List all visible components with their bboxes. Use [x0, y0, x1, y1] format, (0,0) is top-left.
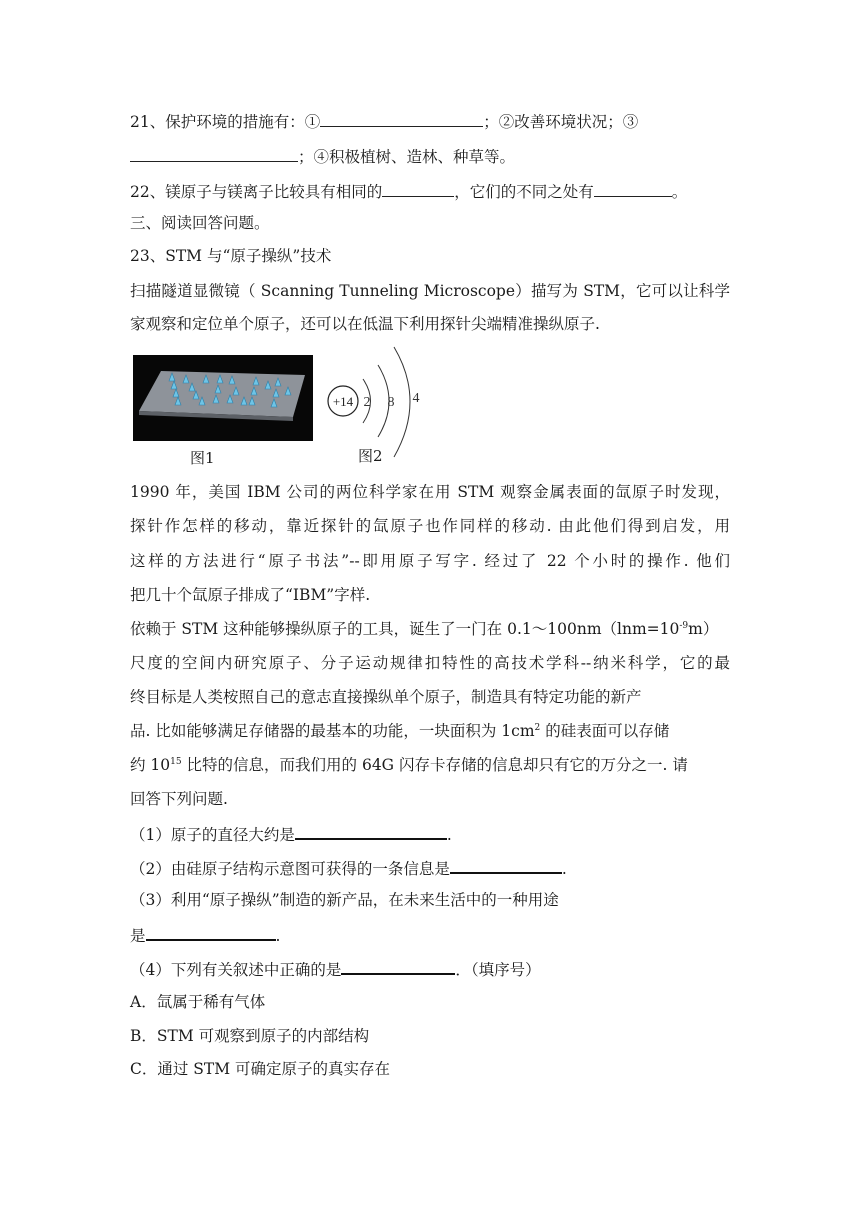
sub4-answer-blank[interactable]	[341, 957, 455, 975]
sub2-period: .	[561, 860, 567, 878]
q22-text-a: 22、镁原子与镁离子比较具有相同的	[130, 183, 383, 201]
q23-p2-line4-b: 的硅表面可以存储	[540, 722, 670, 740]
sub3-text: 是	[130, 927, 146, 945]
q23-p2-line4-sup: 2	[534, 722, 541, 733]
q23-p2-line1-sup: -9	[679, 620, 689, 631]
q23-sub3-line2	[130, 923, 730, 947]
figure-1-stm-image	[133, 355, 313, 441]
q23-p2-line1	[130, 618, 730, 640]
q23-sub1	[130, 822, 730, 846]
sub1-text: （1）原子的直径大约是	[130, 826, 295, 844]
sub4-suffix: ．（填序号）	[455, 961, 541, 979]
q22-line	[130, 180, 730, 203]
q22-text-b: ，它们的不同之处有	[454, 183, 594, 201]
q21-text-b: ；②改善环境状况；③	[483, 113, 639, 131]
q23-sub2	[130, 856, 730, 880]
sub2-text: （2）由硅原子结构示意图可获得的一条信息是	[130, 860, 450, 878]
q23-intro-line2: 家观察和定位单个原子，还可以在低温下利用探针尖端精准操纵原子.	[130, 315, 600, 333]
q22-blank-1[interactable]	[382, 180, 454, 197]
q23-p2-line5-b: 比特的信息，而我们用的 64G 闪存卡存储的信息却只有它的万分之一. 请	[181, 756, 688, 774]
sub3-answer-blank[interactable]	[146, 923, 276, 941]
q21-blank-1[interactable]	[320, 110, 483, 127]
q23-p2-line2: 尺度的空间内研究原子、分子运动规律扣特性的高技术学科--纳米科学，它的最	[130, 654, 730, 672]
q21-line1	[130, 110, 730, 133]
q23-p2-line4-a: 品. 比如能够满足存储器的最基本的功能，一块面积为 1cm	[130, 722, 535, 740]
q21-line2	[130, 145, 730, 168]
q23-p2-line4	[130, 720, 730, 742]
q23-p1-line1: 1990 年，美国 IBM 公司的两位科学家在用 STM 观察金属表面的氙原子时发现，	[130, 483, 730, 501]
q23-p1-line4: 把几十个氙原子排成了“IBM”字样.	[130, 586, 371, 604]
q23-sub4	[130, 957, 730, 981]
option-c: C．通过 STM 可确定原子的真实存在	[130, 1060, 391, 1078]
q23-p1-line2: 探针作怎样的移动，靠近探针的氙原子也作同样的移动. 由此他们得到启发，用	[130, 517, 730, 535]
q22-blank-2[interactable]	[594, 180, 672, 197]
q23-sub3-line1: （3）利用“原子操纵”制造的新产品，在未来生活中的一种用途	[130, 891, 559, 909]
q23-p2-line5-a: 约 10	[130, 756, 171, 774]
q23-intro-line1: 扫描隧道显微镜（ Scanning Tunneling Microscope）描写为 STM，它可以让科学	[130, 282, 730, 300]
section-heading: 三、阅读回答问题。	[130, 214, 270, 232]
q23-p2-line5-sup: 15	[170, 756, 182, 767]
nucleus-charge-label: +14	[332, 394, 354, 409]
sub4-text: （4）下列有关叙述中正确的是	[130, 961, 342, 979]
shell-3-electrons: 4	[412, 391, 420, 406]
q23-p2-line1-b: m）	[688, 620, 719, 638]
q23-p2-line5	[130, 754, 730, 776]
sub3-period: .	[275, 927, 281, 945]
q22-text-c: 。	[671, 183, 688, 201]
q23-p2-line6: 回答下列问题.	[130, 790, 228, 808]
q21-blank-3[interactable]	[130, 145, 298, 162]
q21-text-a: 21、保护环境的措施有：①	[130, 113, 321, 131]
sub1-answer-blank[interactable]	[295, 822, 447, 840]
q23-p1-line3: 这样的方法进行“原子书法”--即用原子写字. 经过了 22 个小时的操作. 他们	[130, 552, 730, 570]
q21-text-c: ；④积极植树、造林、种草等。	[298, 148, 516, 166]
q23-title: 23、STM 与“原子操纵”技术	[130, 247, 332, 265]
q23-p2-line3: 终目标是人类桉照自己的意志直接操纵单个原子，制造具有特定功能的新产	[130, 688, 642, 706]
shell-2-electrons: 8	[387, 395, 395, 410]
figure-2-caption: 图2	[358, 447, 383, 465]
option-b: B．STM 可观察到原子的内部结构	[130, 1027, 370, 1045]
shell-1-electrons: 2	[363, 395, 371, 410]
sub2-answer-blank[interactable]	[450, 856, 562, 874]
sub1-period: .	[446, 826, 452, 844]
figure-1-caption: 图1	[190, 449, 215, 467]
q23-p2-line1-a: 依赖于 STM 这种能够操纵原子的工具，诞生了一门在 0.1～100nm（lnm=10	[130, 620, 680, 638]
option-a: A．氙属于稀有气体	[130, 993, 266, 1011]
